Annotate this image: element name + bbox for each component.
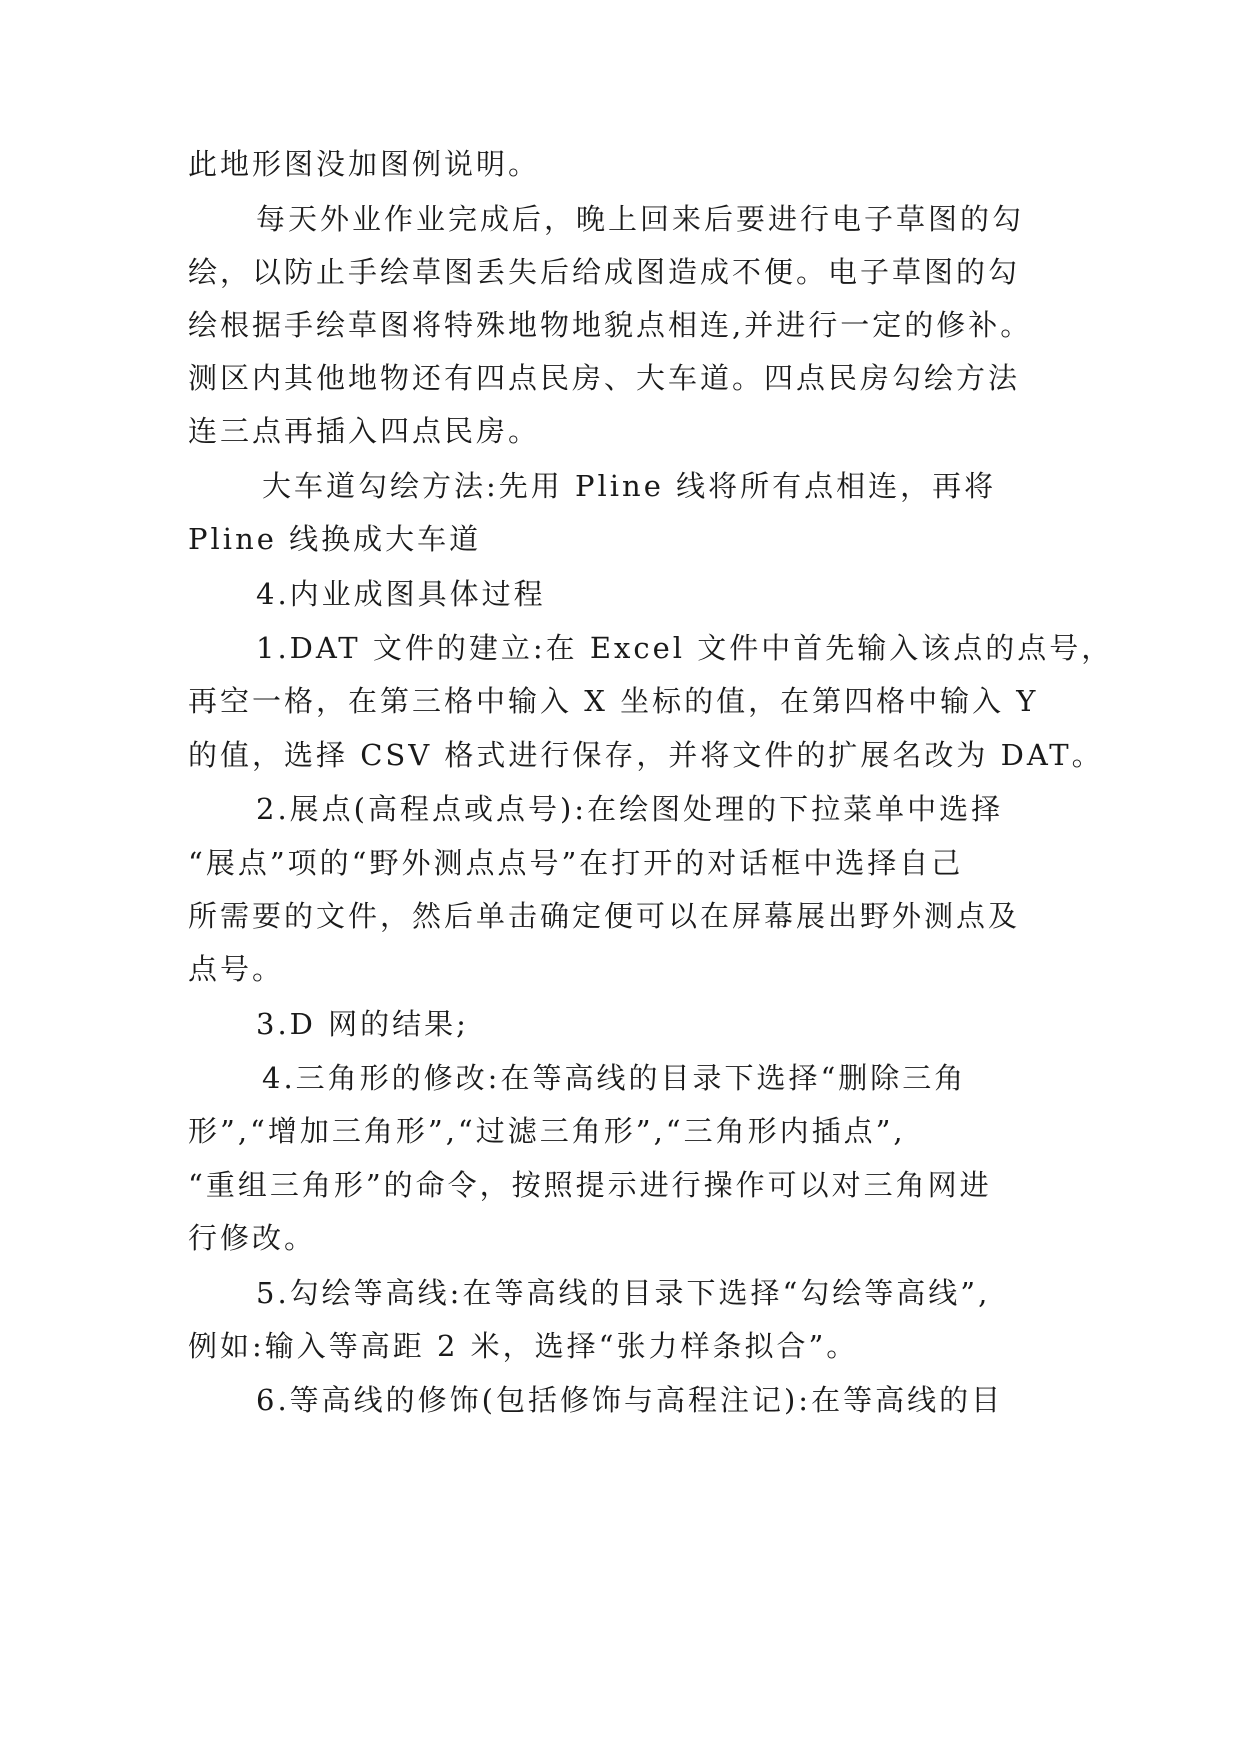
text-line: “展点”项的“野外测点点号”在打开的对话框中选择自己 — [188, 846, 964, 880]
text-line: 例如:输入等高距 2 米，选择“张力样条拟合”。 — [188, 1329, 859, 1363]
text-line: 5.勾绘等高线:在等高线的目录下选择“勾绘等高线”, — [256, 1276, 991, 1310]
text-line: 绘根据手绘草图将特殊地物地貌点相连,并进行一定的修补。 — [188, 308, 1033, 342]
text-line: 3.D 网的结果; — [256, 1007, 469, 1041]
text-line: 绘，以防止手绘草图丢失后给成图造成不便。电子草图的勾 — [188, 255, 1021, 289]
text-line: 连三点再插入四点民房。 — [188, 414, 541, 448]
text-line: 形”,“增加三角形”,“过滤三角形”,“三角形内插点”, — [188, 1114, 906, 1148]
text-line: 此地形图没加图例说明。 — [188, 147, 541, 181]
text-line: Pline 线换成大车道 — [188, 522, 482, 556]
text-line: 1.DAT 文件的建立:在 Excel 文件中首先输入该点的点号， — [256, 631, 1114, 665]
text-line: 6.等高线的修饰(包括修饰与高程注记):在等高线的目 — [256, 1383, 1004, 1417]
text-line: 的值，选择 CSV 格式进行保存，并将文件的扩展名改为 DAT。 — [188, 738, 1104, 772]
text-line: 行修改。 — [188, 1221, 317, 1255]
section-heading: 4.内业成图具体过程 — [256, 577, 546, 611]
text-line: 大车道勾绘方法:先用 Pline 线将所有点相连，再将 — [262, 469, 997, 503]
text-line: “重组三角形”的命令，按照提示进行操作可以对三角网进 — [188, 1168, 992, 1202]
text-line: 2.展点(高程点或点号):在绘图处理的下拉菜单中选择 — [256, 792, 1004, 826]
text-line: 4.三角形的修改:在等高线的目录下选择“删除三角 — [262, 1061, 967, 1095]
text-line: 每天外业作业完成后，晚上回来后要进行电子草图的勾 — [256, 202, 1025, 236]
text-line: 测区内其他地物还有四点民房、大车道。四点民房勾绘方法 — [188, 361, 1021, 395]
text-line: 所需要的文件，然后单击确定便可以在屏幕展出野外测点及 — [188, 899, 1021, 933]
text-line: 再空一格，在第三格中输入 X 坐标的值，在第四格中输入 Y — [188, 684, 1039, 718]
text-line: 点号。 — [188, 952, 285, 986]
